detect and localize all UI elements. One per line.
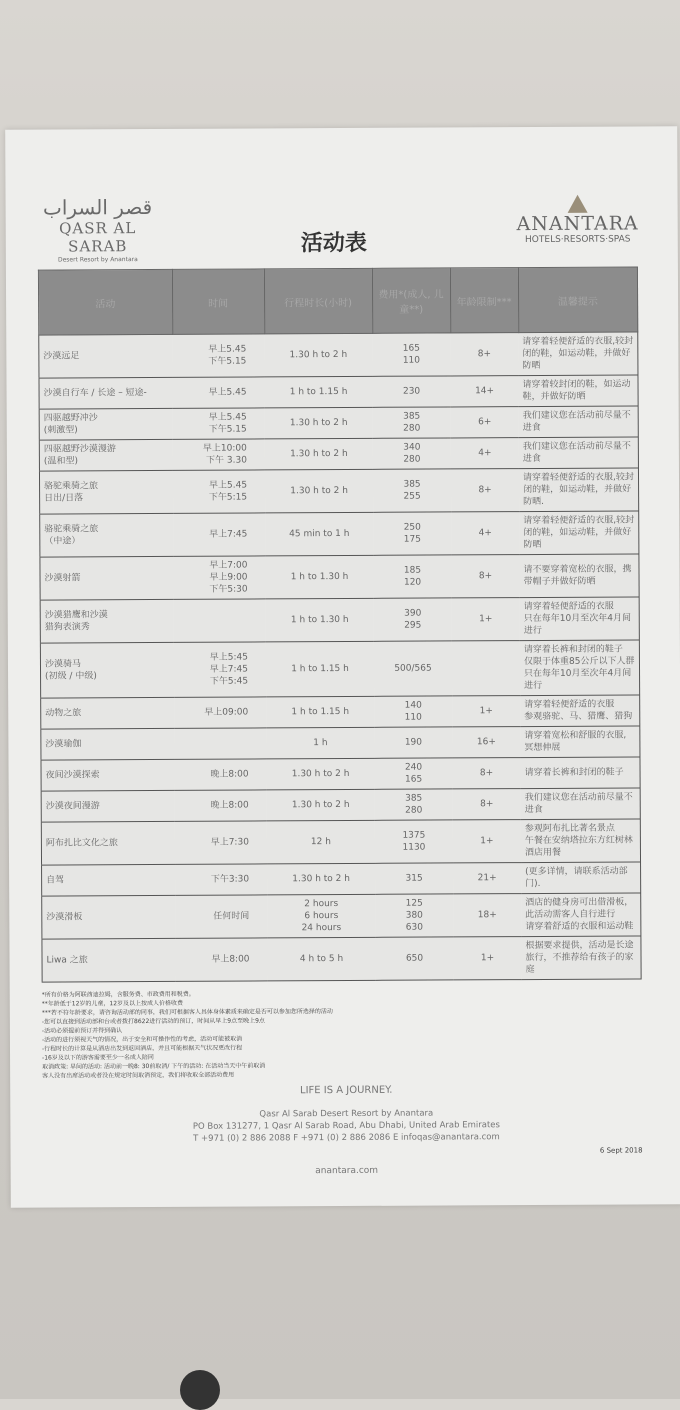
table-row [41, 695, 640, 729]
contact: T +971 (0) 2 886 2088 F +971 (0) 2 886 2086 E infoqas@anantara.com [193, 1132, 500, 1144]
document-date: 6 Sept 2018 [599, 1146, 643, 1155]
cell-activity: 自驾 [42, 864, 176, 896]
column-header: 费用*(成人, 儿童**) [372, 268, 450, 333]
cell-tips: 请穿着轻便舒适的衣服 参观骆驼、马、猎鹰、猎狗 [520, 695, 640, 727]
cell-duration: 1.30 h to 2 h [265, 469, 373, 513]
cell-age: 21+ [453, 863, 521, 894]
cell-price: 1375 1130 [375, 820, 453, 863]
table-row [42, 936, 641, 982]
cell-age: 14+ [450, 376, 518, 407]
cell-tips: 请不要穿着宽松的衣服，携带帽子并做好防晒 [519, 554, 639, 598]
cell-activity: 沙漠猎鹰和沙漠 猎狗表演秀 [40, 599, 174, 643]
cell-duration: 1.30 h to 2 h [267, 789, 375, 821]
cell-activity: 四驱越野冲沙 (刺激型) [39, 408, 173, 440]
table-row [41, 726, 640, 760]
table-row [41, 757, 640, 791]
cell-duration: 1.30 h to 2 h [265, 438, 373, 470]
footnote: -活动必须提前预订并得到确认 [41, 1027, 123, 1035]
cell-tips: 请穿着轻便舒适的衣服 只在每年10月至次年4月间进行 [520, 597, 640, 641]
logo-english: QASR AL SARAB [59, 219, 137, 256]
cell-price: 385 280 [375, 789, 453, 820]
address-block [136, 1107, 556, 1145]
website: anantara.com [315, 1165, 379, 1177]
table-row [40, 511, 639, 557]
footnote: -16岁及以下的游客需要至少一名成人陪同 [42, 1054, 154, 1062]
cell-activity: 夜间沙漠探索 [41, 759, 175, 791]
cell-activity: 骆驼乘骑之旅 日出/日落 [39, 470, 173, 514]
cell-tips: 酒店的健身房可出借滑板，此活动需客人自行进行 请穿着舒适的衣服和运动鞋 [521, 893, 641, 937]
footnote: 客人没有出席活动或者没在规定时间取消预定，我们将收取全部活动费用 [42, 1071, 235, 1080]
table-row [40, 554, 639, 600]
cell-time: 早上5:45 早上7:45 下午5:45 [174, 642, 266, 697]
table-row [41, 788, 640, 822]
cell-duration: 1 h to 1.15 h [266, 641, 374, 697]
table-row [39, 437, 638, 471]
cell-age: 1+ [452, 696, 520, 727]
footnote: 取消政策: 早间的活动: 活动前一晚8: 30前取消/ 下午的活动: 在活动当天中午前取消 [42, 1062, 266, 1071]
cell-activity: 沙漠骑马 (初级 / 中级) [40, 642, 174, 698]
cell-duration: 1.30 h to 2 h [267, 863, 375, 895]
footnote: *所有价格为阿联酋迪拉姆，含服务费、市政费用和税费。 [41, 990, 195, 999]
document-header [5, 126, 678, 270]
resort-name: Qasr Al Sarab Desert Resort by Anantara [259, 1108, 434, 1120]
cell-price: 165 110 [372, 333, 450, 376]
cell-time [174, 728, 266, 759]
cell-age: 1+ [453, 937, 521, 980]
cell-tips: (更多详情，请联系活动部门). [521, 862, 641, 894]
cell-price: 385 280 [373, 407, 451, 438]
cell-age: 1+ [453, 820, 521, 863]
cell-time: 早上5.45 下午5.15 [172, 334, 264, 377]
cell-age: 1+ [452, 598, 520, 641]
cell-activity: 阿布扎比文化之旅 [41, 821, 175, 865]
cell-age: 16+ [452, 727, 520, 758]
cell-time: 早上7:30 [175, 821, 267, 864]
cell-duration: 1.30 h to 2 h [264, 333, 372, 377]
cell-activity: 沙漠夜间漫游 [41, 790, 175, 822]
cell-price: 240 165 [374, 758, 452, 789]
address: PO Box 131277, 1 Qasr Al Sarab Road, Abu Dhabi, United Arab Emirates [192, 1120, 500, 1132]
cell-tips: 我们建议您在活动前尽量不进食 [519, 406, 639, 438]
page-title: 活动表 [300, 230, 367, 257]
cell-price: 315 [375, 863, 453, 894]
cell-age: 6+ [451, 407, 519, 438]
logo-arabic: قصر السراب [42, 194, 153, 220]
background-object [180, 1370, 220, 1410]
cell-time: 早上5.45 下午5.15 [173, 408, 265, 439]
cell-age: 8+ [450, 333, 518, 376]
cell-age [452, 641, 520, 696]
footnote: ***若不符年龄要求，请咨询活动部的同事，我们可根据客人具体身体素质来确定是否可以参加您所选择的活动 [41, 1008, 333, 1017]
cell-duration: 45 min to 1 h [265, 512, 373, 556]
cell-activity: 沙漠射箭 [40, 556, 174, 600]
cell-duration: 1.30 h to 2 h [265, 407, 373, 439]
cell-time: 早上5.45 下午5:15 [173, 470, 265, 513]
activities-table [38, 266, 642, 982]
table-row [42, 862, 641, 896]
cell-price: 385 255 [373, 469, 451, 512]
cell-activity: 沙漠自行车 / 长途 – 短途- [39, 377, 173, 409]
cell-activity: 骆驼乘骑之旅 （中途） [40, 513, 174, 557]
cell-time: 早上09:00 [174, 697, 266, 728]
cell-tips: 根据要求提供，活动是长途旅行，不推荐给有孩子的家庭 [521, 936, 641, 980]
cell-age: 8+ [451, 555, 519, 598]
cell-tips: 请穿着轻便舒适的衣服,较封闭的鞋，如运动鞋，并做好防晒 [519, 511, 639, 555]
column-header: 年龄限制*** [450, 268, 518, 333]
cell-price: 185 120 [373, 555, 451, 598]
cell-activity: 动物之旅 [41, 697, 175, 729]
table-row [40, 597, 639, 643]
anantara-logo [508, 194, 648, 245]
column-header: 温馨提示 [518, 267, 638, 333]
footnote: **年龄低于12岁的儿童，12岁及以上按成人价格收费 [41, 999, 184, 1008]
cell-age: 4+ [451, 512, 519, 555]
cell-activity: 沙漠滑板 [42, 895, 176, 939]
column-header: 行程时长(小时) [264, 268, 372, 334]
footnote: -活动的进行须视天气的情况，出于安全和可操作性的考虑，活动可能被取消 [41, 1035, 243, 1044]
cell-duration: 4 h to 5 h [267, 937, 375, 981]
cell-time: 早上7:45 [173, 513, 265, 556]
cell-duration: 1 h [266, 727, 374, 759]
cell-tips: 请穿着长裤和封闭的鞋子 [520, 757, 640, 789]
column-header: 活动 [38, 269, 172, 335]
cell-age: 4+ [451, 438, 519, 469]
cell-duration: 1.30 h to 2 h [266, 758, 374, 790]
cell-time: 早上5.45 [172, 377, 264, 408]
cell-price: 500/565 [374, 641, 452, 696]
cell-duration: 12 h [267, 820, 375, 864]
cell-price: 140 110 [374, 696, 452, 727]
document-page [5, 126, 680, 1208]
cell-activity: 沙漠瑜伽 [41, 728, 175, 760]
table-row [42, 893, 641, 939]
cell-price: 340 280 [373, 438, 451, 469]
cell-activity: Liwa 之旅 [42, 938, 176, 982]
cell-duration: 1 h to 1.30 h [265, 555, 373, 599]
cell-tips: 请穿着长裤和封闭的鞋子 仅限于体重85公斤以下人群 只在每年10月至次年4月间进行 [520, 640, 640, 696]
footnote: -行程时长的计算是从酒店出发到返回酒店，并且可能根据天气状况更改行程 [41, 1044, 243, 1053]
table-row [40, 640, 639, 698]
cell-tips: 请穿着较封闭的鞋，如运动鞋，并做好防晒 [518, 375, 638, 407]
cell-tips: 我们建议您在活动前尽量不进食 [521, 788, 641, 820]
footnote: -您可以直接到活动部和台或者拨打8622进行活动的预订，时间从早上9点至晚上9点 [41, 1017, 265, 1026]
cell-price: 125 380 630 [375, 894, 453, 937]
logo-subtitle: Desert Resort by Anantara [57, 256, 138, 264]
slogan: LIFE IS A JOURNEY. [299, 1084, 393, 1097]
cell-time: 下午3:30 [175, 864, 267, 895]
table-row [41, 819, 640, 865]
cell-duration: 1 h to 1.30 h [266, 598, 374, 642]
cell-time: 晚上8:00 [175, 790, 267, 821]
cell-tips: 请穿着轻便舒适的衣服,较封闭的鞋，如运动鞋，并做好防晒 [518, 332, 638, 376]
cell-price: 390 295 [374, 598, 452, 641]
table-row [39, 332, 638, 378]
cell-time: 早上7:00 早上9:00 下午5:30 [173, 556, 265, 599]
cell-duration: 1 h to 1.15 h [264, 376, 372, 408]
cell-duration: 2 hours 6 hours 24 hours [267, 894, 375, 938]
cell-tips: 我们建议您在活动前尽量不进食 [519, 437, 639, 469]
cell-tips: 请穿着轻便舒适的衣服,较封闭的鞋，如运动鞋，并做好防晒. [519, 468, 639, 512]
logo-english: ANANTARA [516, 212, 639, 236]
cell-price: 650 [375, 937, 453, 980]
table-row [39, 406, 638, 440]
logo-subtitle: HOTELS·RESORTS·SPAS [525, 234, 631, 246]
table-row [39, 468, 638, 514]
table-row [39, 375, 638, 409]
cell-time: 任何时间 [175, 895, 267, 938]
cell-tips: 请穿着宽松和舒服的衣服, 冥想伸展 [520, 726, 640, 758]
cell-time: 早上8:00 [175, 938, 267, 981]
cell-price: 250 175 [373, 512, 451, 555]
cell-time: 早上10:00 下午 3.30 [173, 439, 265, 470]
cell-price: 190 [374, 727, 452, 758]
cell-activity: 沙漠远足 [39, 334, 173, 378]
cell-tips: 参观阿布扎比著名景点 午餐在安纳塔拉东方红树林酒店用餐 [521, 819, 641, 863]
footnotes [42, 987, 642, 1080]
cell-activity: 四驱越野沙漠漫游 (温和型) [39, 439, 173, 471]
cell-price: 230 [372, 376, 450, 407]
cell-time [174, 599, 266, 642]
cell-age: 8+ [452, 758, 520, 789]
column-header: 时间 [172, 269, 264, 334]
cell-age: 8+ [451, 469, 519, 512]
cell-time: 晚上8:00 [174, 759, 266, 790]
cell-duration: 1 h to 1.15 h [266, 696, 374, 728]
cell-age: 18+ [453, 894, 521, 937]
cell-age: 8+ [453, 789, 521, 820]
qasr-al-sarab-logo [28, 195, 168, 265]
anantara-emblem-icon [568, 195, 588, 213]
